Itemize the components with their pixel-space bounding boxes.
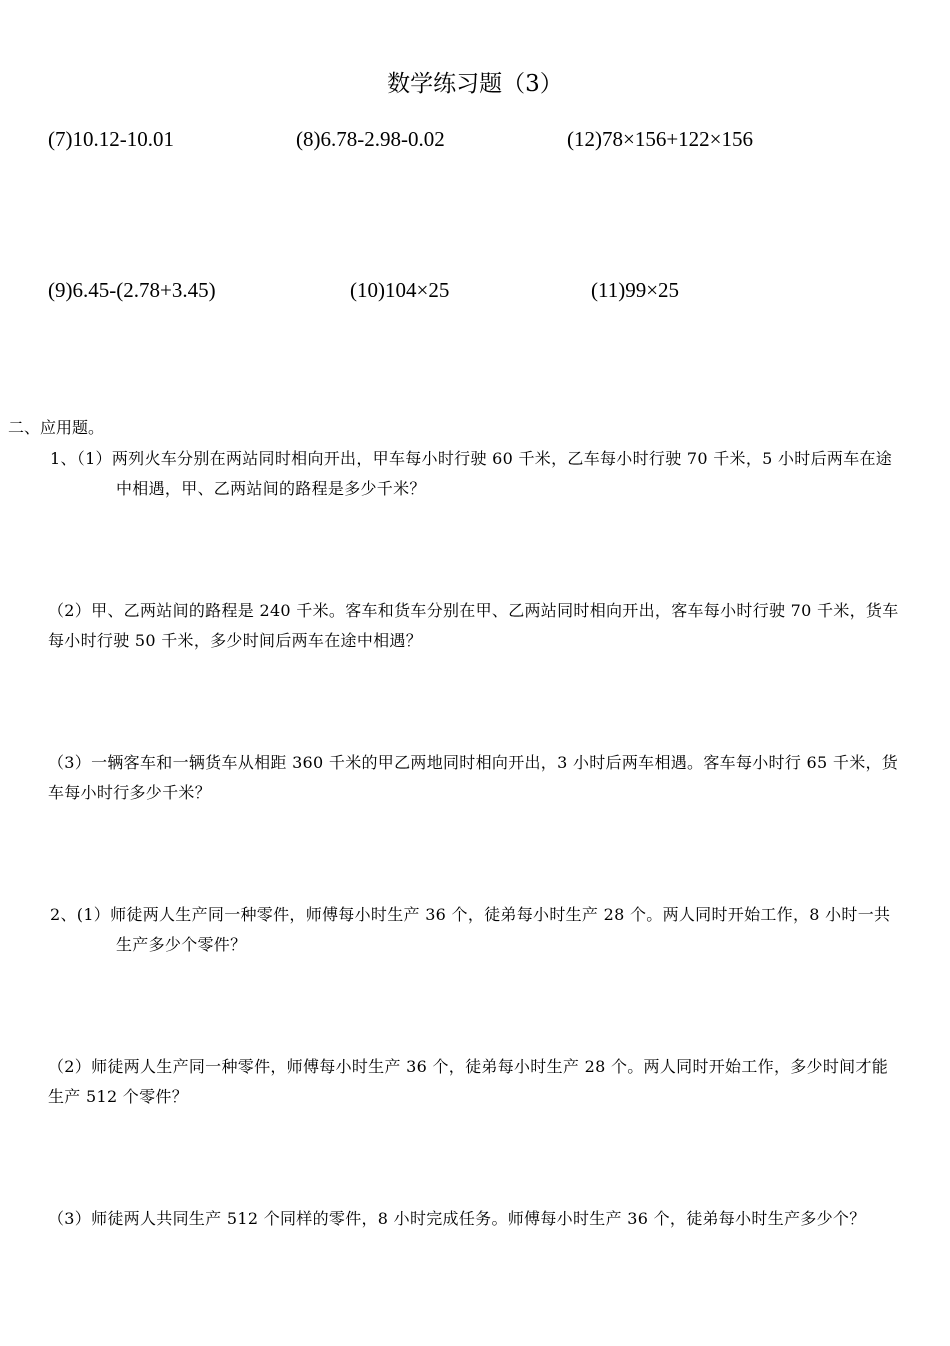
calc-item-10: (10)104×25 (350, 278, 450, 302)
problem-2-2: （2）师徒两人生产同一种零件，师傅每小时生产 36 个，徒弟每小时生产 28 个。两人同时开始工作，多少时间才能生产 512 个零件？ (48, 1057, 889, 1106)
problem-1-1: 1、（1）两列火车分别在两站同时相向开出，甲车每小时行驶 60 千米，乙车每小时行驶 70 千米，5 小时后两车在途中相遇，甲、乙两站间的路程是多少千米？ (50, 449, 893, 498)
calc-item-8: (8)6.78-2.98-0.02 (296, 127, 445, 151)
problem-2-1: 2、(1）师徒两人生产同一种零件，师傅每小时生产 36 个，徒弟每小时生产 28 个。两人同时开始工作，8 小时一共生产多少个零件？ (50, 905, 891, 954)
page-title: 数学练习题（3） (387, 71, 563, 97)
calc-item-9: (9)6.45-(2.78+3.45) (48, 278, 216, 302)
problem-2-3: （3）师徒两人共同生产 512 个同样的零件，8 小时完成任务。师傅每小时生产 36 个，徒弟每小时生产多少个？ (48, 1209, 866, 1228)
calc-item-11: (11)99×25 (591, 278, 680, 302)
problem-1-3: （3）一辆客车和一辆货车从相距 360 千米的甲乙两地同时相向开出，3 小时后两车相遇。客车每小时行 65 千米，货车每小时行多少千米？ (48, 753, 899, 802)
calc-item-7: (7)10.12-10.01 (48, 127, 174, 151)
section-heading: 二、应用题。 (8, 418, 105, 437)
problem-1-2: （2）甲、乙两站间的路程是 240 千米。客车和货车分别在甲、乙两站同时相向开出，客车每小时行驶 70 千米，货车每小时行驶 50 千米，多少时间后两车在途中相遇？ (48, 601, 899, 650)
calc-item-12: (12)78×156+122×156 (567, 127, 754, 151)
